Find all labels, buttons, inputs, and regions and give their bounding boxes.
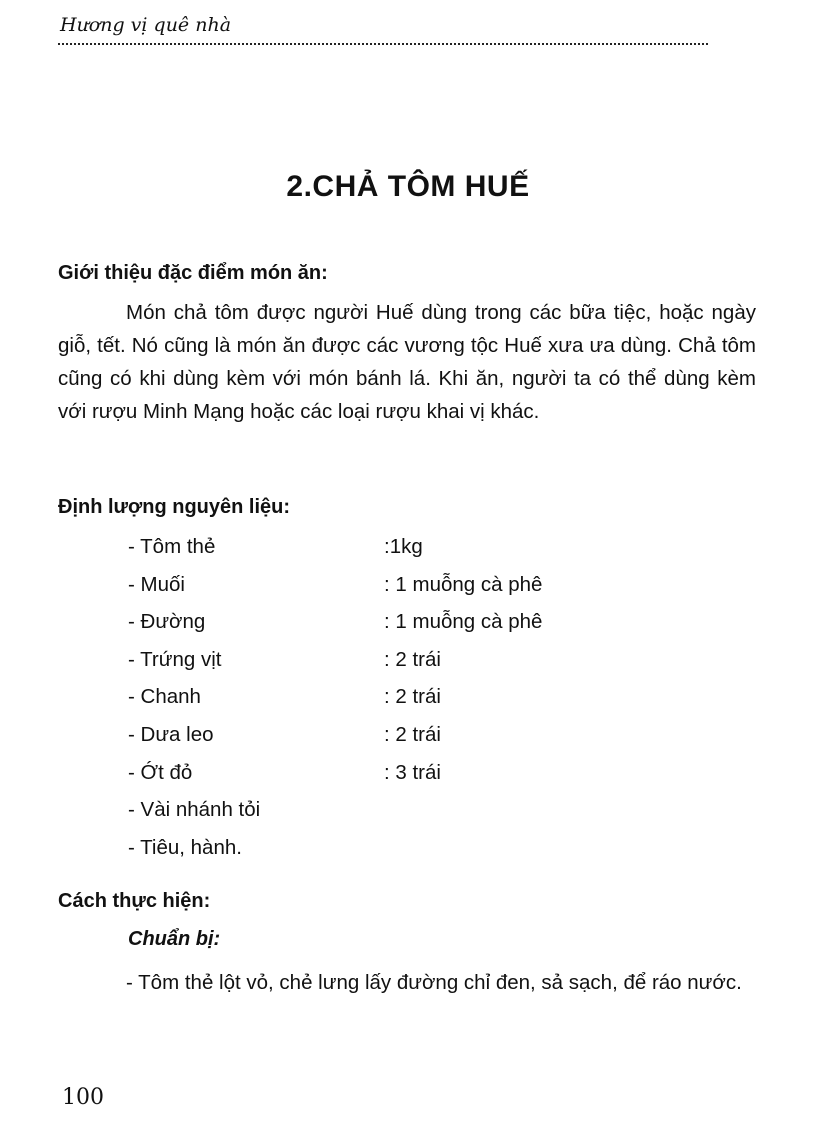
ingredient-row xyxy=(128,678,688,716)
ingredient-name: - Ớt đỏ xyxy=(128,760,193,784)
ingredient-name: - Chanh xyxy=(128,685,201,709)
ingredient-name: - Tiêu, hành. xyxy=(128,835,242,859)
intro-heading: Giới thiệu đặc điểm món ăn: xyxy=(58,262,328,284)
ingredient-row xyxy=(128,641,688,679)
ingredient-quantity: : 2 trái xyxy=(384,722,441,746)
preparation-paragraph: - Tôm thẻ lột vỏ, chẻ lưng lấy đường chỉ đen, sả sạch, để ráo nước. xyxy=(126,971,742,994)
ingredient-list xyxy=(128,528,688,866)
ingredient-quantity: : 1 muỗng cà phê xyxy=(384,572,543,596)
ingredient-name: - Trứng vịt xyxy=(128,647,222,671)
intro-paragraph: Món chả tôm được người Huế dùng trong các bữa tiệc, hoặc ngày giỗ, tết. Nó cũng là món ăn được các vương tộc Huế xưa ưa dùng. Chả tôm cũng có khi dùng kèm với món bánh lá. Khi ăn, người ta có thể dùng kèm với rượu Minh Mạng hoặc các loại rượu khai vị khác. xyxy=(58,301,756,423)
ingredient-name: - Dưa leo xyxy=(128,722,214,746)
ingredient-row xyxy=(128,716,688,754)
ingredient-row xyxy=(128,791,688,829)
ingredient-row xyxy=(128,829,688,867)
ingredient-quantity: : 2 trái xyxy=(384,685,441,709)
ingredient-name: - Đường xyxy=(128,610,206,634)
method-heading: Cách thực hiện: xyxy=(58,890,211,912)
ingredient-row xyxy=(128,566,688,604)
ingredient-quantity: : 1 muỗng cà phê xyxy=(384,610,543,634)
ingredient-row xyxy=(128,528,688,566)
ingredients-heading: Định lượng nguyên liệu: xyxy=(58,496,291,518)
ingredient-quantity: : 2 trái xyxy=(384,647,441,671)
recipe-title: 2.CHẢ TÔM HUẾ xyxy=(286,170,530,203)
ingredient-quantity: :1kg xyxy=(384,535,423,558)
ingredient-name: - Vài nhánh tỏi xyxy=(128,798,261,822)
header-dotted-rule xyxy=(58,43,708,45)
preparation-subheading: Chuẩn bị: xyxy=(128,928,221,950)
ingredient-quantity: : 3 trái xyxy=(384,760,441,784)
ingredient-row xyxy=(128,603,688,641)
page-number: 100 xyxy=(62,1085,104,1110)
running-header: Hương vị quê nhà xyxy=(60,14,232,36)
ingredient-name: - Muối xyxy=(128,572,185,596)
ingredient-row xyxy=(128,754,688,792)
ingredient-name: - Tôm thẻ xyxy=(128,535,216,558)
